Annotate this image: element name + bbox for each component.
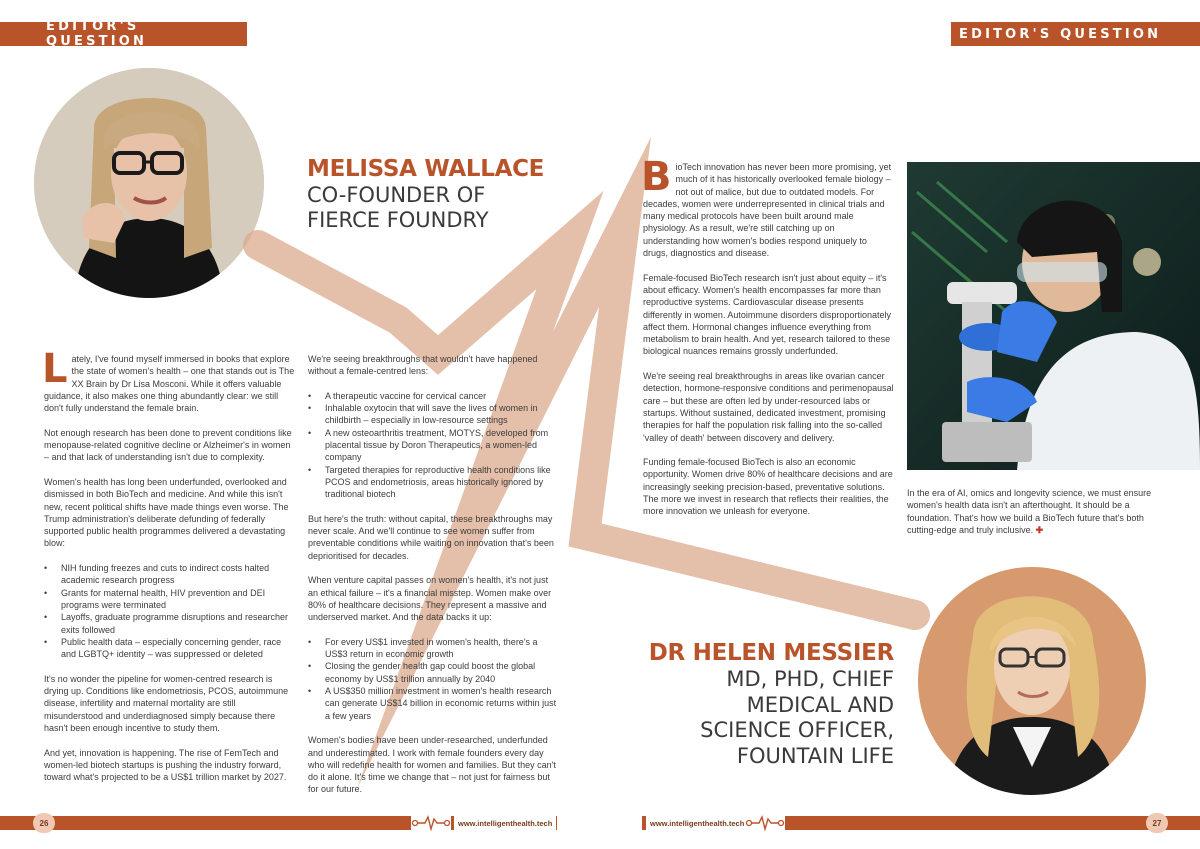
section-banner-left [0, 19, 247, 49]
article-column [641, 154, 894, 530]
section-label: EDITOR'S QUESTION [46, 19, 148, 49]
website-link[interactable]: www.intelligenthealth.tech [454, 816, 556, 830]
paragraph: In the era of AI, omics and longevity science, we must ensure women's health data isn't an afterthought. It should be a foundation. That's how we build a BioTech future that's both cutting-edge and truly inclusive. ✚ [907, 488, 1152, 535]
list-item: • NIH funding freezes and cuts to indirect costs halted academic research progress [44, 562, 296, 587]
list-item: • A new osteoarthritis treatment, MOTYS, developed from placental tissue by Doron Therapeutics, a women-led company [308, 427, 558, 464]
helen-messier-portrait [918, 567, 1146, 795]
paragraph: Female-focused BioTech research isn't just about equity – it's about efficacy. Women's health encompasses far more than reproductive systems. Cardiovascular disease presents differently in women. Autoimmune disorders disproportionately affect them. Hormonal changes influence everything from metabolism to brain health. And yet, research tailored to these biological nuances remains grossly underfunded. [643, 272, 891, 357]
lab-scientist-photo [907, 162, 1200, 470]
heartbeat-icon [745, 814, 785, 832]
section-label: EDITOR'S QUESTION [959, 26, 1162, 42]
paragraph: Not enough research has been done to prevent conditions like menopause-related cognitive decline or Alzheimer's in women – and that lack of understanding isn't due to complexity. [44, 427, 292, 463]
paragraph: Funding female-focused BioTech is also an economic opportunity. Women drive 80% of healthcare decisions and are increasingly seeking precision-based, preventative solutions. The more we invest in research that reflects their realities, the more innovation we unleash for everyone. [643, 457, 893, 517]
paragraph: BioTech innovation has never been more promising, yet much of it has historically overlooked female biology – not out of malice, but due to outdated models. For decades, women were underrepresented in clinical trials and many medical protocols have been built around male physiology. As a result, we're still catching up on understanding how women's bodies respond uniquely to drugs, diagnostics and disease. [641, 154, 892, 259]
page-number: 27 [1146, 813, 1168, 833]
paragraph: We're seeing breakthroughs that wouldn't have happened without a female-centred lens: [308, 354, 538, 377]
paragraph: We're seeing real breakthroughs in areas like ovarian cancer detection, hormone-responsive conditions and perimenopausal care – but these are often led by under-resourced labs or startups. Without sustained, dedicated investment, promising therapies for half the population risk falling into the so-called 'valley of death' between discovery and delivery. [643, 371, 894, 443]
list-item: • Inhalable oxytocin that will save the lives of women in childbirth – especially in low-resource settings [308, 402, 558, 427]
article-column [907, 487, 1171, 548]
author-role: MD, PHD, CHIEF MEDICAL AND SCIENCE OFFICER, FOUNTAIN LIFE [700, 667, 894, 768]
paragraph: But here's the truth: without capital, these breakthroughs may never scale. And we'll continue to see women suffer from preventable conditions while waiting on innovation that's been deprioritised for decades. [308, 513, 554, 561]
article-column [42, 346, 296, 796]
section-banner-right [951, 22, 1200, 46]
author-role: CO-FOUNDER OF FIERCE FOUNDRY [307, 183, 489, 233]
paragraph: When venture capital passes on women's health, it's not just an ethical failure – it's a financial misstep. Women make over 80% of healthcare decisions. They represent a massive and underserved market. And the data backs it up: [308, 575, 552, 623]
end-mark-icon: ✚ [1035, 524, 1044, 535]
list-item: • Layoffs, graduate programme disruptions and researcher exits followed [44, 611, 296, 636]
bullet-list [308, 390, 558, 501]
list-item: • Public health data – especially concerning gender, race and LGBTQ+ identity – was suppressed or deleted [44, 636, 296, 661]
author-name: DR HELEN MESSIER [648, 640, 894, 666]
paragraph: Women's health has long been underfunded, overlooked and dismissed in both BioTech and medicine. And while this isn't new, recent political shifts have made things even worse. The Trump administration's deliberate defunding of federally supported public health programmes delivered a devastating blow: [44, 476, 289, 549]
paragraph: Women's bodies have been under-researched, underfunded and underestimated. I work with female founders every day who will redefine health for women and families. But they can't do it alone. It's time we change that – not just for fairness but for our future. [308, 735, 556, 795]
list-item: • A therapeutic vaccine for cervical cancer [308, 390, 558, 402]
heartbeat-icon [411, 814, 451, 832]
drop-cap: B [641, 154, 672, 200]
article-column [308, 353, 558, 808]
bullet-list [308, 636, 558, 722]
list-item: • Closing the gender health gap could boost the global economy by US$1 trillion annually by 2040 [308, 660, 558, 685]
page-number: 26 [33, 813, 55, 833]
bullet-list [44, 562, 296, 660]
author-name: MELISSA WALLACE [307, 156, 545, 182]
list-item: • A US$350 million investment in women's health research can generate US$14 billion in economic returns within just a few years [308, 685, 558, 722]
website-link[interactable]: www.intelligenthealth.tech [646, 816, 748, 830]
list-item: • Targeted therapies for reproductive health conditions like PCOS and endometriosis, areas historically ignored by traditional biotech [308, 464, 558, 501]
drop-cap: L [42, 346, 68, 392]
list-item: • Grants for maternal health, HIV prevention and DEI programs were terminated [44, 587, 296, 612]
paragraph: Lately, I've found myself immersed in books that explore the state of women's health – one that stands out is The XX Brain by Dr Lisa Mosconi. While it offers valuable guidance, it also makes one thing abundantly clear: we still don't fully understand the female brain. [42, 346, 295, 414]
melissa-wallace-portrait [34, 68, 264, 298]
list-item: • For every US$1 invested in women's health, there's a US$3 return in economic growth [308, 636, 558, 661]
paragraph: It's no wonder the pipeline for women-centred research is drying up. Conditions like endometriosis, PCOS, autoimmune disease, infertility and maternal mortality are still misunderstood and underdiagnosed simply because there hasn't been enough incentive to study them. [44, 673, 289, 733]
paragraph: And yet, innovation is happening. The rise of FemTech and women-led biotech startups is pushing the industry forward, toward what's projected to be a US$1 trillion market by 2027. [44, 747, 287, 783]
